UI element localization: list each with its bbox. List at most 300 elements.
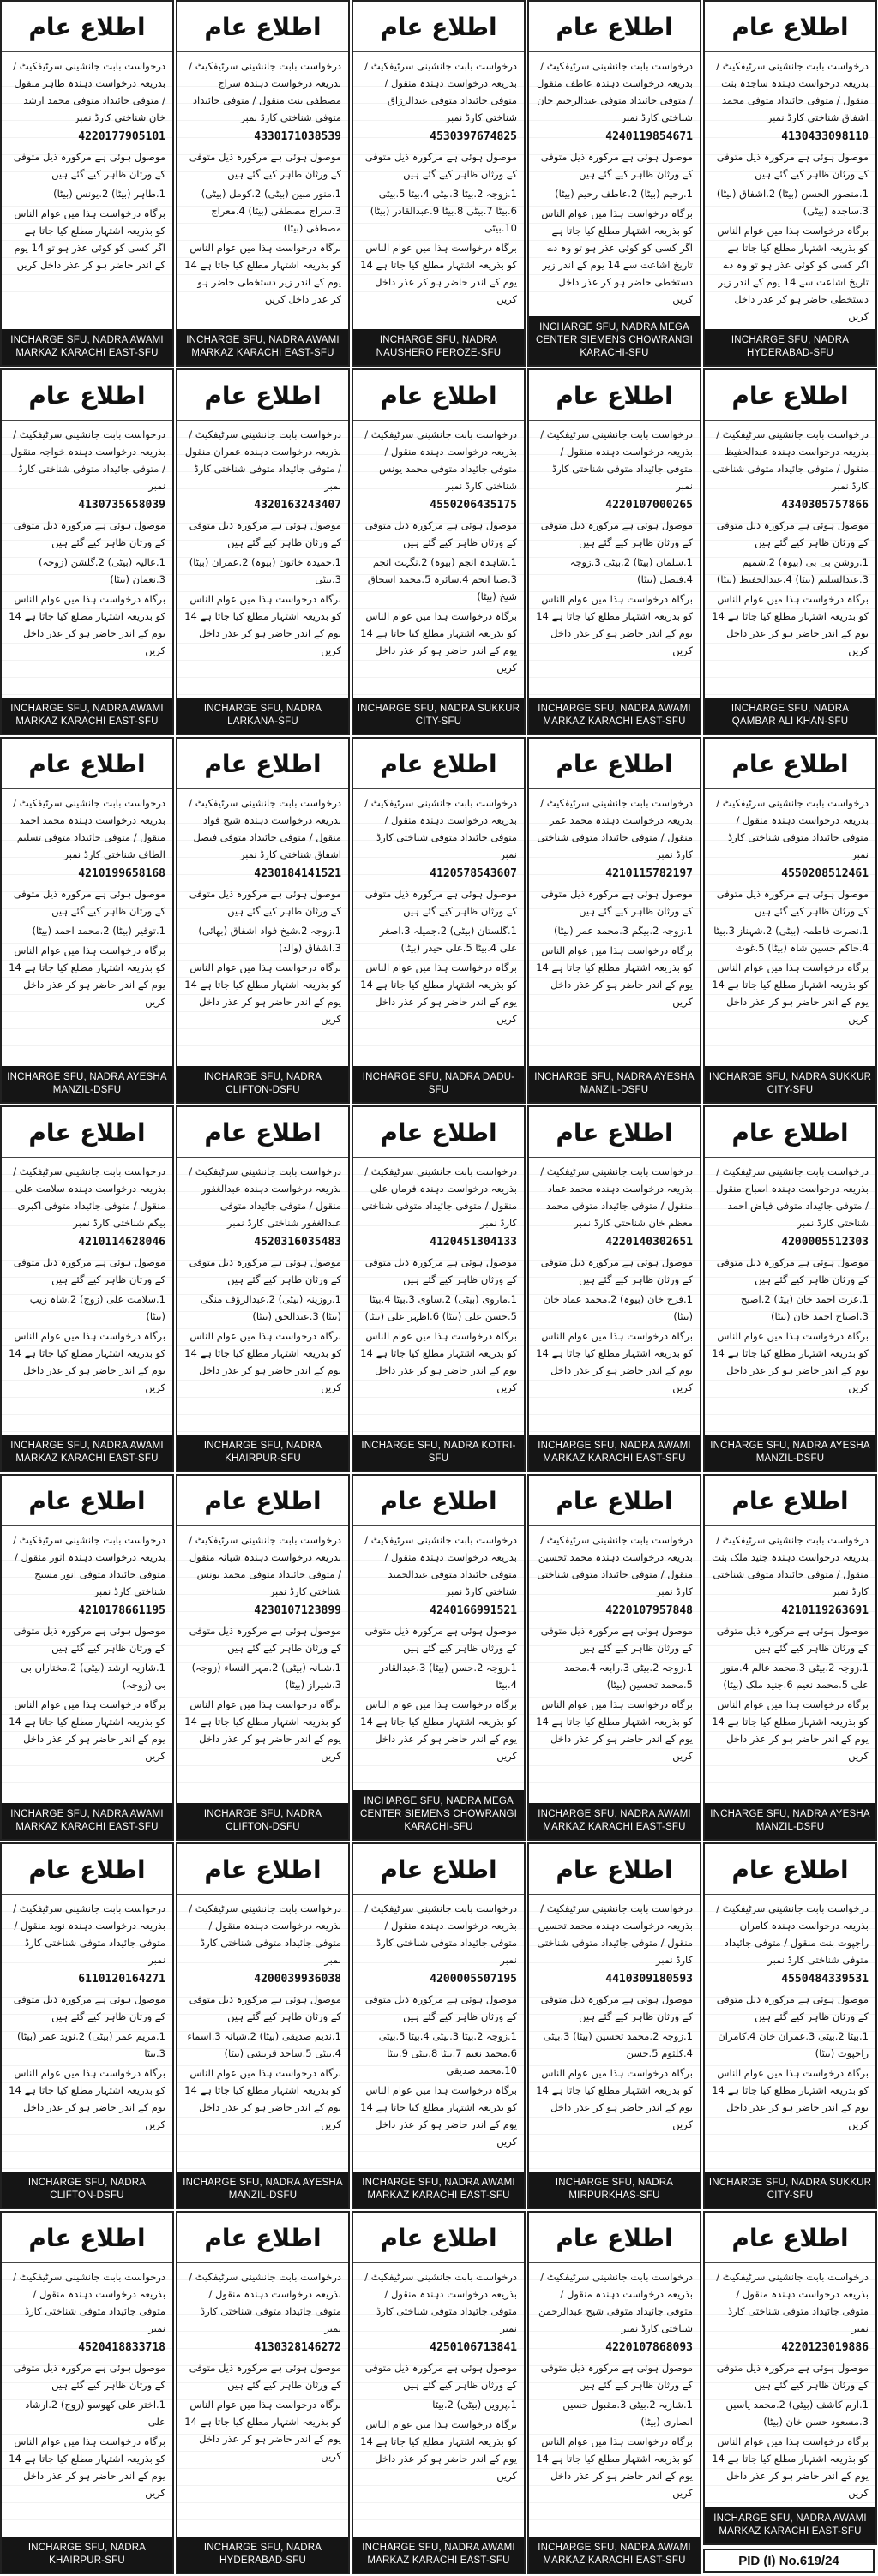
public-notice xyxy=(0,0,174,367)
notice-heading: اطلاع عام xyxy=(2,1107,172,1158)
notice-text: موصول ہوئی ہے مرکورہ ذیل متوفی کے ورثان ظاہر کیے گئے ہیں xyxy=(189,2362,341,2391)
public-notice xyxy=(703,737,877,1104)
notice-text: موصول ہوئی ہے مرکورہ ذیل متوفی کے ورثان ظاہر کیے گئے ہیں xyxy=(716,1625,869,1654)
cnic-number: 4210115782197 xyxy=(605,867,693,880)
notice-text: 1.شاہدہ انجم (بیوہ) 2.نگہت انجم 3.صبا انجم 4.سائرہ 5.محمد اسحاق شیخ (بیٹا) xyxy=(367,556,517,602)
public-notice xyxy=(703,1105,877,1472)
notice-text: برگاہ درخواست ہذا میں عوام الناس کو بذریعہ اشتہار مطلع کیا جاتا ہے 14 یوم کے اندر حاضر ہو کر عذر داخل کریں xyxy=(360,610,517,674)
notice-footer: INCHARGE SFU, NADRA AWAMI MARKAZ KARACHI EAST-SFU xyxy=(529,1435,700,1471)
cnic-number: 4550208512461 xyxy=(781,867,869,880)
notice-body xyxy=(705,789,875,1066)
notice-body xyxy=(529,421,700,698)
notice-text: درخواست بابت جانشینی سرٹیفکیٹ / بذریعہ درخواست دہندہ محمد تحسین منقول / متوفی جائیداد متوفی شناختی کارڈ نمبر xyxy=(537,1534,693,1597)
cnic-number: 4250106713841 xyxy=(430,2341,517,2354)
notice-heading: اطلاع عام xyxy=(177,1844,348,1895)
notice-text: درخواست بابت جانشینی سرٹیفکیٹ / بذریعہ درخواست دہندہ منقول / متوفی جائیداد متوفی شناختی کارڈ نمبر xyxy=(540,428,693,492)
notice-text: موصول ہوئی ہے مرکورہ ذیل متوفی کے ورثان ظاہر کیے گئے ہیں xyxy=(716,151,869,180)
notice-text: 1.توقیر (بیٹا) 2.محمد احمد (بیٹا) xyxy=(32,925,165,937)
notice-text: موصول ہوئی ہے مرکورہ ذیل متوفی کے ورثان ظاہر کیے گئے ہیں xyxy=(13,888,165,917)
notice-text: برگاہ درخواست ہذا میں عوام الناس کو بذریعہ اشتہار مطلع کیا جاتا ہے 14 یوم کے اندر حاضر ہو کر عذر داخل کریں xyxy=(184,2067,341,2130)
notice-text: درخواست بابت جانشینی سرٹیفکیٹ / بذریعہ درخواست دہندہ ساجدہ بنت منقول / متوفی جائیداد متوفی محمد اشفاق شناختی کارڈ نمبر xyxy=(716,60,869,123)
notice-text: درخواست بابت جانشینی سرٹیفکیٹ / بذریعہ درخواست دہندہ منقول / متوفی جائیداد متوفی شیخ عبدالرحمن شناختی کارڈ نمبر xyxy=(538,2271,693,2334)
public-notice xyxy=(703,0,877,367)
notice-text: موصول ہوئی ہے مرکورہ ذیل متوفی کے ورثان ظاہر کیے گئے ہیں xyxy=(189,1256,341,1285)
notice-text: برگاہ درخواست ہذا میں عوام الناس کو بذریعہ اشتہار مطلع کیا جاتا ہے 14 یوم کے اندر حاضر ہو کر عذر داخل کریں xyxy=(712,593,869,656)
cnic-number: 4530397674825 xyxy=(430,130,517,143)
notice-heading: اطلاع عام xyxy=(353,739,524,789)
notice-text: برگاہ درخواست ہذا میں عوام الناس کو بذریعہ اشتہار مطلع کیا جاتا ہے 14 یوم کے اندر حاضر ہو کر عذر داخل کریں xyxy=(360,2084,517,2148)
notice-text: برگاہ درخواست ہذا میں عوام الناس کو بذریعہ اشتہار مطلع کیا جاتا ہے 14 یوم کے اندر حاضر ہو کر عذر داخل کریں xyxy=(712,2435,869,2499)
notice-footer: INCHARGE SFU, NADRA AWAMI MARKAZ KARACHI EAST-SFU xyxy=(705,2507,875,2543)
notice-text: درخواست بابت جانشینی سرٹیفکیٹ / بذریعہ درخواست دہندہ محمد عماد منقول / متوفی جائیداد متوفی محمد معظم خان شناختی کارڈ نمبر xyxy=(540,1165,693,1229)
public-notice xyxy=(176,368,350,735)
notice-heading: اطلاع عام xyxy=(353,2,524,52)
notice-text: موصول ہوئی ہے مرکورہ ذیل متوفی کے ورثان ظاہر کیے گئے ہیں xyxy=(364,519,517,548)
notice-text: 1.رحیم (بیٹا) 2.عاطف رحیم (بیٹا) xyxy=(555,188,693,200)
notice-body xyxy=(2,1895,172,2172)
notice-body xyxy=(529,1158,700,1435)
notice-footer: INCHARGE SFU, NADRA KHAIRPUR-SFU xyxy=(2,2537,172,2573)
cnic-number: 4220107000265 xyxy=(605,499,693,512)
notice-text: برگاہ درخواست ہذا میں عوام الناس کو بذریعہ اشتہار مطلع کیا جاتا ہے 14 یوم کے اندر حاضر ہو کر عذر داخل کریں xyxy=(712,1330,869,1393)
notice-body xyxy=(353,52,524,329)
notice-footer: INCHARGE SFU, NADRA LARKANA-SFU xyxy=(177,698,348,734)
notice-text: درخواست بابت جانشینی سرٹیفکیٹ / بذریعہ درخواست دہندہ منقول / متوفی جائیداد متوفی عبدالرزاق شناختی کارڈ نمبر xyxy=(364,60,517,123)
notice-text: 1.روشن بی بی (بیوہ) 2.شمیم 3.عبدالسلیم (بیٹا) 4.عبدالحفیظ (بیٹا) xyxy=(716,556,869,585)
notice-footer: INCHARGE SFU, NADRA SUKKUR CITY-SFU xyxy=(705,2172,875,2208)
notice-body xyxy=(529,52,700,316)
notice-text: درخواست بابت جانشینی سرٹیفکیٹ / بذریعہ درخواست دہندہ فرمان علی منقول / متوفی جائیداد متوفی شناختی کارڈ نمبر xyxy=(361,1165,517,1229)
notice-footer: INCHARGE SFU, NADRA SUKKUR CITY-SFU xyxy=(705,1066,875,1102)
notice-text: درخواست بابت جانشینی سرٹیفکیٹ / بذریعہ درخواست دہندہ نوید منقول / متوفی جائیداد متوفی شناختی کارڈ نمبر xyxy=(13,1902,165,1966)
notice-text: 1.بیٹا 2.بیٹی 3.عمران خان 4.کامران راجپوت (بیٹا) xyxy=(718,2030,869,2059)
notice-text: 1.شازیہ 2.بیٹی 3.مقبول حسین انصاری (بیٹا) xyxy=(562,2399,693,2428)
cnic-number: 4230107123899 xyxy=(254,1604,341,1617)
notice-heading: اطلاع عام xyxy=(705,2213,875,2263)
cnic-number: 4550206435175 xyxy=(430,499,517,512)
notice-footer: INCHARGE SFU, NADRA NAUSHERO FEROZE-SFU xyxy=(353,329,524,365)
notice-text: درخواست بابت جانشینی سرٹیفکیٹ / بذریعہ درخواست دہندہ منقول / متوفی جائیداد متوفی شناختی کارڈ نمبر xyxy=(13,2271,165,2334)
notice-heading: اطلاع عام xyxy=(2,1844,172,1895)
notice-body xyxy=(529,2263,700,2537)
notice-text: موصول ہوئی ہے مرکورہ ذیل متوفی کے ورثان ظاہر کیے گئے ہیں xyxy=(364,1625,517,1654)
notice-text: برگاہ درخواست ہذا میں عوام الناس کو بذریعہ اشتہار مطلع کیا جاتا ہے 14 یوم کے اندر حاضر ہو کر عذر داخل کریں xyxy=(360,2418,517,2482)
notice-text: درخواست بابت جانشینی سرٹیفکیٹ / بذریعہ درخواست دہندہ محمد عمر منقول / متوفی جائیداد متوفی شناختی کارڈ نمبر xyxy=(537,797,693,860)
notice-text: 1.روزینہ (بیٹی) 2.عبدالرؤف منگی (بیٹا) 3.عبدالحق (بیٹا) xyxy=(200,1293,341,1322)
notice-heading: اطلاع عام xyxy=(2,2,172,52)
notice-text: درخواست بابت جانشینی سرٹیفکیٹ / بذریعہ درخواست دہندہ اصباح منقول / متوفی جائیداد متوفی فیاض احمد شناختی کارڈ نمبر xyxy=(716,1165,869,1229)
notice-text: درخواست بابت جانشینی سرٹیفکیٹ / بذریعہ درخواست دہندہ سراج مصطفی بنت منقول / متوفی جائیداد متوفی شناختی کارڈ نمبر xyxy=(189,60,341,123)
notice-text: برگاہ درخواست ہذا میں عوام الناس کو بذریعہ اشتہار مطلع کیا جاتا ہے 14 یوم کے اندر حاضر ہو کر عذر داخل کریں xyxy=(9,1330,165,1393)
notice-body xyxy=(2,1158,172,1435)
public-notice xyxy=(176,1842,350,2209)
notice-text: موصول ہوئی ہے مرکورہ ذیل متوفی کے ورثان ظاہر کیے گئے ہیں xyxy=(189,1625,341,1654)
notice-heading: اطلاع عام xyxy=(529,739,700,789)
notice-text: 1.گلستان (بیٹی) 2.جمیلہ 3.اصغر علی 4.بیٹا 5.علی حیدر (بیٹا) xyxy=(379,925,517,954)
public-notice xyxy=(527,0,701,367)
notice-text: برگاہ درخواست ہذا میں عوام الناس کو بذریعہ اشتہار مطلع کیا جاتا ہے 14 یوم کے اندر حاضر ہو کر عذر داخل کریں xyxy=(360,1698,517,1762)
notice-text: 1.زوجہ 2.شیخ فواد اشفاق (بھائی) 3.اشفاق (والد) xyxy=(198,925,341,954)
notice-heading: اطلاع عام xyxy=(705,739,875,789)
notice-footer: INCHARGE SFU, NADRA CLIFTON-DSFU xyxy=(2,2172,172,2208)
notice-body xyxy=(529,1526,700,1803)
notice-body xyxy=(177,1158,348,1435)
notice-body xyxy=(177,1895,348,2172)
notice-text: درخواست بابت جانشینی سرٹیفکیٹ / بذریعہ درخواست دہندہ عاطف منقول / متوفی جائیداد متوفی عبدالرحیم خان شناختی کارڈ نمبر xyxy=(536,60,693,123)
notice-text: موصول ہوئی ہے مرکورہ ذیل متوفی کے ورثان ظاہر کیے گئے ہیں xyxy=(540,151,693,180)
notice-heading: اطلاع عام xyxy=(353,1844,524,1895)
public-notice xyxy=(352,737,526,1104)
notice-text: 1.اختر علی کھوسو (زوج) 2.ارشاد علی xyxy=(25,2399,165,2428)
notice-heading: اطلاع عام xyxy=(529,2,700,52)
notice-text: درخواست بابت جانشینی سرٹیفکیٹ / بذریعہ درخواست دہندہ عمران منقول / متوفی جائیداد متوفی شناختی کارڈ نمبر xyxy=(184,428,341,492)
notice-text: موصول ہوئی ہے مرکورہ ذیل متوفی کے ورثان ظاہر کیے گئے ہیں xyxy=(540,1256,693,1285)
notice-heading: اطلاع عام xyxy=(705,2,875,52)
notice-text: 1.طاہر (بیٹا) 2.یونس (بیٹا) xyxy=(53,188,165,200)
notice-text: 1.زوجہ 2.محمد تحسین (بیٹا) 3.بیٹی 4.کلثوم 5.حسن xyxy=(543,2030,693,2059)
notice-text: درخواست بابت جانشینی سرٹیفکیٹ / بذریعہ درخواست دہندہ عبدالغفور منقول / متوفی جائیداد متوفی عبدالغفور شناختی کارڈ نمبر xyxy=(189,1165,341,1229)
notice-text: 1.سلامت علی (زوج) 2.شاہ زیب (بیٹا) xyxy=(29,1293,165,1322)
notice-footer: INCHARGE SFU, NADRA AWAMI MARKAZ KARACHI EAST-SFU xyxy=(353,2172,524,2208)
notice-text: برگاہ درخواست ہذا میں عوام الناس کو بذریعہ اشتہار مطلع کیا جاتا ہے 14 یوم کے اندر حاضر ہو کر عذر داخل کریں xyxy=(184,1330,341,1393)
notice-footer: INCHARGE SFU, NADRA AWAMI MARKAZ KARACHI EAST-SFU xyxy=(2,1803,172,1839)
notice-text: 1.زوجہ 2.بیٹی 3.رابعہ 4.محمد 5.محمد تحسین (بیٹا) xyxy=(563,1662,693,1691)
notice-text: موصول ہوئی ہے مرکورہ ذیل متوفی کے ورثان ظاہر کیے گئے ہیں xyxy=(540,1625,693,1654)
notice-footer: INCHARGE SFU, NADRA AWAMI MARKAZ KARACHI EAST-SFU xyxy=(529,698,700,734)
notice-body xyxy=(705,52,875,329)
notice-text: موصول ہوئی ہے مرکورہ ذیل متوفی کے ورثان ظاہر کیے گئے ہیں xyxy=(540,519,693,548)
notice-text: برگاہ درخواست ہذا میں عوام الناس کو بذریعہ اشتہار مطلع کیا جاتا ہے 14 یوم کے اندر حاضر ہو کر عذر داخل کریں xyxy=(9,2067,165,2130)
notice-text: درخواست بابت جانشینی سرٹیفکیٹ / بذریعہ درخواست دہندہ محمد تحسین منقول / متوفی جائیداد متوفی شناختی کارڈ نمبر xyxy=(537,1902,693,1966)
public-notice xyxy=(0,1105,174,1472)
notice-footer: INCHARGE SFU, NADRA MEGA CENTER SIEMENS CHOWRANGI KARACHI-SFU xyxy=(529,316,700,365)
cnic-number: 4230184141521 xyxy=(254,867,341,880)
public-notice xyxy=(703,368,877,735)
public-notice xyxy=(527,2211,701,2574)
notice-text: 1.زوجہ 2.بیٹی 3.محمد عالم 4.منور علی 5.محمد نعیم 6.جنید ملک (بیٹا) xyxy=(720,1662,869,1691)
notice-text: درخواست بابت جانشینی سرٹیفکیٹ / بذریعہ درخواست دہندہ عبدالحفیظ منقول / متوفی جائیداد متوفی شناختی کارڈ نمبر xyxy=(713,428,869,492)
notice-text: درخواست بابت جانشینی سرٹیفکیٹ / بذریعہ درخواست دہندہ منقول / متوفی جائیداد متوفی شناختی کارڈ نمبر xyxy=(716,797,869,860)
notice-text: برگاہ درخواست ہذا میں عوام الناس کو بذریعہ اشتہار مطلع کیا جاتا ہے 14 یوم کے اندر حاضر ہو کر عذر داخل کریں xyxy=(9,944,165,1008)
notice-text: برگاہ درخواست ہذا میں عوام الناس کو بذریعہ اشتہار مطلع کیا جاتا ہے 14 یوم کے اندر حاضر ہو کر عذر داخل کریں xyxy=(360,962,517,1025)
notice-text: 1.فرح خان (بیوہ) 2.محمد عماد خان (بیٹا) xyxy=(543,1293,693,1322)
notice-body xyxy=(353,1158,524,1435)
cnic-number: 4220177905101 xyxy=(78,130,165,143)
notice-heading: اطلاع عام xyxy=(177,370,348,421)
notice-text: برگاہ درخواست ہذا میں عوام الناس کو بذریعہ اشتہار مطلع کیا جاتا ہے 14 یوم کے اندر حاضر ہو کر عذر داخل کریں xyxy=(360,1330,517,1393)
cnic-number: 4120451304133 xyxy=(430,1236,517,1249)
notice-text: 1.ارم کاشف (بیٹی) 2.محمد یاسین 3.مسعود حسن خان (بیٹا) xyxy=(725,2399,869,2428)
notice-heading: اطلاع عام xyxy=(2,1476,172,1526)
notice-footer: INCHARGE SFU, NADRA DADU-SFU xyxy=(353,1066,524,1102)
notice-heading: اطلاع عام xyxy=(177,2,348,52)
notice-text: برگاہ درخواست ہذا میں عوام الناس کو بذریعہ اشتہار مطلع کیا جاتا ہے 14 یوم کے اندر حاضر ہو کر عذر داخل کریں xyxy=(712,1698,869,1762)
notice-text: برگاہ درخواست ہذا میں عوام الناس کو بذریعہ اشتہار مطلع کیا جاتا ہے 14 یوم کے اندر حاضر ہو کر عذر داخل کریں xyxy=(536,1698,693,1762)
notice-text: برگاہ درخواست ہذا میں عوام الناس کو بذریعہ اشتہار مطلع کیا جاتا ہے 14 یوم کے اندر زیر دستخطی حاضر ہو کر عذر داخل کریں xyxy=(184,242,341,305)
public-notice xyxy=(0,1474,174,1841)
cnic-number: 4520316035483 xyxy=(254,1236,341,1249)
notice-text: درخواست بابت جانشینی سرٹیفکیٹ / بذریعہ درخواست دہندہ منقول / متوفی جائیداد متوفی محمد یونس شناختی کارڈ نمبر xyxy=(364,428,517,492)
notice-text: 1.حمیدہ خاتون (بیوہ) 2.عمران (بیٹا) 3.بیٹی xyxy=(189,556,341,585)
notice-text: برگاہ درخواست ہذا میں عوام الناس کو بذریعہ اشتہار مطلع کیا جاتا ہے 14 یوم کے اندر حاضر ہو کر عذر داخل کریں xyxy=(9,2435,165,2499)
notice-text: درخواست بابت جانشینی سرٹیفکیٹ / بذریعہ درخواست دہندہ منقول / متوفی جائیداد متوفی عبدالحمید شناختی کارڈ نمبر xyxy=(364,1534,517,1597)
notice-text: موصول ہوئی ہے مرکورہ ذیل متوفی کے ورثان ظاہر کیے گئے ہیں xyxy=(13,519,165,548)
notice-footer: INCHARGE SFU, NADRA HYDERABAD-SFU xyxy=(705,329,875,365)
notice-text: 1.پروین (بیٹی) 2.بیٹا xyxy=(432,2399,517,2411)
notice-text: درخواست بابت جانشینی سرٹیفکیٹ / بذریعہ درخواست دہندہ جنید ملک بنت منقول / متوفی جائیداد متوفی شناختی کارڈ نمبر xyxy=(712,1534,869,1597)
cnic-number: 4210114628046 xyxy=(78,1236,165,1249)
notice-text: موصول ہوئی ہے مرکورہ ذیل متوفی کے ورثان ظاہر کیے گئے ہیں xyxy=(540,888,693,917)
notice-body xyxy=(705,1526,875,1803)
notice-text: برگاہ درخواست ہذا میں عوام الناس کو بذریعہ اشتہار مطلع کیا جاتا ہے 14 یوم کے اندر حاضر ہو کر عذر داخل کریں xyxy=(536,1330,693,1393)
public-notice xyxy=(527,1105,701,1472)
public-notice xyxy=(527,1842,701,2209)
notice-text: درخواست بابت جانشینی سرٹیفکیٹ / بذریعہ درخواست دہندہ منقول / متوفی جائیداد متوفی شناختی کارڈ نمبر xyxy=(716,2271,869,2334)
notice-text: موصول ہوئی ہے مرکورہ ذیل متوفی کے ورثان ظاہر کیے گئے ہیں xyxy=(364,888,517,917)
notice-text: موصول ہوئی ہے مرکورہ ذیل متوفی کے ورثان ظاہر کیے گئے ہیں xyxy=(13,151,165,180)
notice-heading: اطلاع عام xyxy=(705,370,875,421)
public-notice xyxy=(176,2211,350,2574)
public-notice xyxy=(527,737,701,1104)
cnic-number: 4130433098110 xyxy=(781,130,869,143)
public-notice xyxy=(176,1474,350,1841)
notice-text: برگاہ درخواست ہذا میں عوام الناس کو بذریعہ اشتہار مطلع کیا جاتا ہے 14 یوم کے اندر حاضر ہو کر عذر داخل کریں xyxy=(712,962,869,1025)
notice-heading: اطلاع عام xyxy=(177,1107,348,1158)
notice-heading: اطلاع عام xyxy=(529,2213,700,2263)
notice-heading: اطلاع عام xyxy=(705,1107,875,1158)
notice-text: موصول ہوئی ہے مرکورہ ذیل متوفی کے ورثان ظاہر کیے گئے ہیں xyxy=(189,888,341,917)
public-notice xyxy=(0,368,174,735)
notice-footer: INCHARGE SFU, NADRA KOTRI-SFU xyxy=(353,1435,524,1471)
notice-text: برگاہ درخواست ہذا میں عوام الناس کو بذریعہ اشتہار مطلع کیا جاتا ہے اگر کسی کو کوئی عذر ہو تو 14 یوم کے اندر حاضر ہو کر عذر داخل کریں xyxy=(14,207,165,271)
notice-text: درخواست بابت جانشینی سرٹیفکیٹ / بذریعہ درخواست دہندہ طاہر منقول / متوفی جائیداد متوفی محمد ارشد خان شناختی کارڈ نمبر xyxy=(13,60,165,123)
notice-text: برگاہ درخواست ہذا میں عوام الناس کو بذریعہ اشتہار مطلع کیا جاتا ہے 14 یوم کے اندر حاضر ہو کر عذر داخل کریں xyxy=(184,593,341,656)
notice-body xyxy=(177,421,348,698)
notice-footer: INCHARGE SFU, NADRA AYESHA MANZIL-DSFU xyxy=(177,2172,348,2208)
public-notice xyxy=(176,0,350,367)
cnic-number: 4220123019886 xyxy=(781,2341,869,2354)
notice-body xyxy=(2,1526,172,1803)
public-notice xyxy=(352,1474,526,1841)
notice-body xyxy=(353,421,524,698)
notice-text: برگاہ درخواست ہذا میں عوام الناس کو بذریعہ اشتہار مطلع کیا جاتا ہے 14 یوم کے اندر حاضر ہو کر عذر داخل کریں xyxy=(184,2399,341,2462)
notice-heading: اطلاع عام xyxy=(177,2213,348,2263)
cnic-number: 4200005507195 xyxy=(430,1973,517,1986)
notice-text: 1.سلمان (بیٹا) 2.بیٹی 3.زوجہ 4.فیصل (بیٹا) xyxy=(569,556,693,585)
notice-body xyxy=(2,789,172,1066)
notice-footer: INCHARGE SFU, NADRA AWAMI MARKAZ KARACHI EAST-SFU xyxy=(353,2537,524,2573)
notice-footer: INCHARGE SFU, NADRA AWAMI MARKAZ KARACHI EAST-SFU xyxy=(2,698,172,734)
notice-text: موصول ہوئی ہے مرکورہ ذیل متوفی کے ورثان ظاہر کیے گئے ہیں xyxy=(716,888,869,917)
notice-text: برگاہ درخواست ہذا میں عوام الناس کو بذریعہ اشتہار مطلع کیا جاتا ہے 14 یوم کے اندر حاضر ہو کر عذر داخل کریں xyxy=(360,242,517,305)
notice-text: برگاہ درخواست ہذا میں عوام الناس کو بذریعہ اشتہار مطلع کیا جاتا ہے 14 یوم کے اندر حاضر ہو کر عذر داخل کریں xyxy=(536,2067,693,2130)
public-notice xyxy=(0,2211,174,2574)
notice-footer: INCHARGE SFU, NADRA AYESHA MANZIL-DSFU xyxy=(705,1803,875,1839)
notice-text: برگاہ درخواست ہذا میں عوام الناس کو بذریعہ اشتہار مطلع کیا جاتا ہے 14 یوم کے اندر حاضر ہو کر عذر داخل کریں xyxy=(9,593,165,656)
notice-text: موصول ہوئی ہے مرکورہ ذیل متوفی کے ورثان ظاہر کیے گئے ہیں xyxy=(189,151,341,180)
cnic-number: 4240166991521 xyxy=(430,1604,517,1617)
notice-footer: INCHARGE SFU, NADRA KHAIRPUR-SFU xyxy=(177,1435,348,1471)
notice-footer: INCHARGE SFU, NADRA AWAMI MARKAZ KARACHI EAST-SFU xyxy=(2,1435,172,1471)
notice-heading: اطلاع عام xyxy=(2,370,172,421)
notice-text: موصول ہوئی ہے مرکورہ ذیل متوفی کے ورثان ظاہر کیے گئے ہیں xyxy=(13,1256,165,1285)
public-notice xyxy=(703,1474,877,1841)
notice-heading: اطلاع عام xyxy=(2,2213,172,2263)
notice-text: موصول ہوئی ہے مرکورہ ذیل متوفی کے ورثان ظاہر کیے گئے ہیں xyxy=(189,519,341,548)
notice-heading: اطلاع عام xyxy=(529,370,700,421)
notice-text: موصول ہوئی ہے مرکورہ ذیل متوفی کے ورثان ظاہر کیے گئے ہیں xyxy=(13,1625,165,1654)
notice-text: درخواست بابت جانشینی سرٹیفکیٹ / بذریعہ درخواست دہندہ سلامت علی منقول / متوفی جائیداد متوفی اکبری بیگم شناختی کارڈ نمبر xyxy=(13,1165,165,1229)
notice-text: برگاہ درخواست ہذا میں عوام الناس کو بذریعہ اشتہار مطلع کیا جاتا ہے 14 یوم کے اندر حاضر ہو کر عذر داخل کریں xyxy=(536,2435,693,2499)
cnic-number: 4240119854671 xyxy=(605,130,693,143)
notice-text: 1.زوجہ 2.بیٹا 3.بیٹی 4.بیٹا 5.بیٹی 6.بیٹا 7.بیٹی 8.بیٹا 9.عبدالقادر (بیٹا) 10.بیٹی xyxy=(370,188,517,234)
notice-text: موصول ہوئی ہے مرکورہ ذیل متوفی کے ورثان ظاہر کیے گئے ہیں xyxy=(716,2362,869,2391)
public-notice xyxy=(352,0,526,367)
notice-text: 1.زوجہ 2.بیٹا 3.بیٹی 4.بیٹا 5.بیٹی 6.محمد نعیم 7.بیٹا 8.بیٹی 9.بیٹا 10.محمد صدیقی xyxy=(378,2030,517,2076)
public-notice xyxy=(0,737,174,1104)
notice-text: 1.عالیہ (بیٹی) 2.گلشن (زوجہ) 3.نعمان (بیٹا) xyxy=(39,556,165,585)
notice-body xyxy=(177,789,348,1066)
notice-body xyxy=(2,52,172,329)
cnic-number: 4220107957848 xyxy=(605,1604,693,1617)
notice-heading: اطلاع عام xyxy=(353,370,524,421)
cnic-number: 4320163243407 xyxy=(254,499,341,512)
cnic-number: 4200005512303 xyxy=(781,1236,869,1249)
cnic-number: 4550484339531 xyxy=(781,1973,869,1986)
public-notice xyxy=(352,1842,526,2209)
public-notice xyxy=(527,368,701,735)
notice-text: درخواست بابت جانشینی سرٹیفکیٹ / بذریعہ درخواست دہندہ منقول / متوفی جائیداد متوفی شناختی کارڈ نمبر xyxy=(364,1902,517,1966)
notice-heading: اطلاع عام xyxy=(177,1476,348,1526)
cnic-number: 4120578543607 xyxy=(430,867,517,880)
notice-text: 1.منصور الحسن (بیٹا) 2.اشفاق (بیٹا) 3.ساجدہ (بیٹی) xyxy=(716,188,869,217)
public-notice xyxy=(176,1105,350,1472)
notice-heading: اطلاع عام xyxy=(353,1476,524,1526)
notice-text: 1.ندیم صدیقی (بیٹا) 2.شبانہ 3.اسماء 4.بیٹی 5.ساجد قریشی (بیٹا) xyxy=(187,2030,341,2059)
notice-text: درخواست بابت جانشینی سرٹیفکیٹ / بذریعہ درخواست دہندہ منقول / متوفی جائیداد متوفی شناختی کارڈ نمبر xyxy=(189,2271,341,2334)
notice-text: 1.زوجہ 2.بیگم 3.محمد عمر (بیٹا) xyxy=(554,925,693,937)
notice-text: درخواست بابت جانشینی سرٹیفکیٹ / بذریعہ درخواست دہندہ شیخ فواد منقول / متوفی جائیداد متوفی فیصل اشفاق شناختی کارڈ نمبر xyxy=(189,797,341,860)
cnic-number: 4210199658168 xyxy=(78,867,165,880)
cnic-number: 6110120164271 xyxy=(78,1973,165,1986)
public-notice xyxy=(352,2211,526,2574)
cnic-number: 4520418833718 xyxy=(78,2341,165,2354)
cnic-number: 4220140302651 xyxy=(605,1236,693,1249)
notice-heading: اطلاع عام xyxy=(177,739,348,789)
notice-footer: INCHARGE SFU, NADRA HYDERABAD-SFU xyxy=(177,2537,348,2573)
cnic-number: 4200039936038 xyxy=(254,1973,341,1986)
notice-text: موصول ہوئی ہے مرکورہ ذیل متوفی کے ورثان ظاہر کیے گئے ہیں xyxy=(364,1993,517,2022)
notice-heading: اطلاع عام xyxy=(353,1107,524,1158)
notice-heading: اطلاع عام xyxy=(705,1476,875,1526)
notice-body xyxy=(2,421,172,698)
notice-text: 1.منور مبین (بیٹی) 2.کومل (بیٹی) 3.سراج مصطفی (بیٹا) 4.معراج مصطفی (بیٹا) xyxy=(201,188,341,234)
notice-text: موصول ہوئی ہے مرکورہ ذیل متوفی کے ورثان ظاہر کیے گئے ہیں xyxy=(540,1993,693,2022)
cnic-number: 4410309180593 xyxy=(605,1973,693,1986)
notice-text: موصول ہوئی ہے مرکورہ ذیل متوفی کے ورثان ظاہر کیے گئے ہیں xyxy=(540,2362,693,2391)
notice-text: درخواست بابت جانشینی سرٹیفکیٹ / بذریعہ درخواست دہندہ خواجہ منقول / متوفی جائیداد متوفی شناختی کارڈ نمبر xyxy=(10,428,165,492)
notice-footer: INCHARGE SFU, NADRA MEGA CENTER SIEMENS CHOWRANGI KARACHI-SFU xyxy=(353,1790,524,1839)
cnic-number: 4330171038539 xyxy=(254,130,341,143)
cnic-number: 4210119263691 xyxy=(781,1604,869,1617)
notice-text: 1.عزت احمد خان (بیٹا) 2.اصبح 3.اصباح احمد خان (بیٹا) xyxy=(740,1293,869,1322)
notice-text: موصول ہوئی ہے مرکورہ ذیل متوفی کے ورثان ظاہر کیے گئے ہیں xyxy=(364,1256,517,1285)
notice-text: موصول ہوئی ہے مرکورہ ذیل متوفی کے ورثان ظاہر کیے گئے ہیں xyxy=(13,1993,165,2022)
notice-footer: INCHARGE SFU, NADRA CLIFTON-DSFU xyxy=(177,1066,348,1102)
notice-heading: اطلاع عام xyxy=(705,1844,875,1895)
notice-heading: اطلاع عام xyxy=(529,1107,700,1158)
notice-body xyxy=(529,1895,700,2172)
notice-text: 1.نصرت فاطمہ (بیٹی) 2.شہناز 3.بیٹا 4.حاکم حسین شاہ (بیٹا) 5.غوث xyxy=(713,925,869,954)
notice-body xyxy=(177,1526,348,1803)
notice-text: موصول ہوئی ہے مرکورہ ذیل متوفی کے ورثان ظاہر کیے گئے ہیں xyxy=(189,1993,341,2022)
notice-footer: INCHARGE SFU, NADRA AWAMI MARKAZ KARACHI EAST-SFU xyxy=(177,329,348,365)
public-notice xyxy=(352,1105,526,1472)
notice-text: 1.زوجہ 2.حسن (بیٹا) 3.عبدالقادر 4.بیٹا xyxy=(379,1662,517,1691)
notice-text: 1.شازیہ ارشد (بیٹی) 2.مختاراں بی بی (زوجہ) xyxy=(21,1662,165,1691)
public-notice xyxy=(703,2211,877,2545)
public-notice xyxy=(703,1842,877,2209)
notice-text: درخواست بابت جانشینی سرٹیفکیٹ / بذریعہ درخواست دہندہ محمد احمد منقول / متوفی جائیداد متوفی تسلیم الطاف شناختی کارڈ نمبر xyxy=(13,797,165,860)
notice-body xyxy=(353,2263,524,2537)
notice-text: برگاہ درخواست ہذا میں عوام الناس کو بذریعہ اشتہار مطلع کیا جاتا ہے 14 یوم کے اندر حاضر ہو کر عذر داخل کریں xyxy=(712,2067,869,2130)
notice-body xyxy=(2,2263,172,2537)
notice-footer: INCHARGE SFU, NADRA QAMBAR ALI KHAN-SFU xyxy=(705,698,875,734)
notice-footer: INCHARGE SFU, NADRA AYESHA MANZIL-DSFU xyxy=(705,1435,875,1471)
notice-text: موصول ہوئی ہے مرکورہ ذیل متوفی کے ورثان ظاہر کیے گئے ہیں xyxy=(364,151,517,180)
pid-number: PID (I) No.619/24 xyxy=(703,2549,875,2573)
notice-body xyxy=(353,1526,524,1790)
notice-body xyxy=(177,2263,348,2537)
notice-body xyxy=(353,1895,524,2172)
notice-text: برگاہ درخواست ہذا میں عوام الناس کو بذریعہ اشتہار مطلع کیا جاتا ہے 14 یوم کے اندر حاضر ہو کر عذر داخل کریں xyxy=(9,1698,165,1762)
notice-text: برگاہ درخواست ہذا میں عوام الناس کو بذریعہ اشتہار مطلع کیا جاتا ہے اگر کسی کو کوئی عذر ہو تو وہ دے تاریخ اشاعت سے 14 یوم کے اندر زیر دستخطی حاضر ہو کر عذر داخل کریں xyxy=(541,207,693,305)
notice-text: 1.مریم عمر (بیٹی) 2.نوید عمر (بیٹا) 3.بیٹا xyxy=(16,2030,165,2059)
notice-body xyxy=(705,1895,875,2172)
notice-text: برگاہ درخواست ہذا میں عوام الناس کو بذریعہ اشتہار مطلع کیا جاتا ہے 14 یوم کے اندر حاضر ہو کر عذر داخل کریں xyxy=(536,593,693,656)
public-notice xyxy=(0,1842,174,2209)
notice-body xyxy=(705,1158,875,1435)
notice-text: موصول ہوئی ہے مرکورہ ذیل متوفی کے ورثان ظاہر کیے گئے ہیں xyxy=(716,1256,869,1285)
notice-footer: INCHARGE SFU, NADRA AWAMI MARKAZ KARACHI EAST-SFU xyxy=(2,329,172,365)
public-notice xyxy=(527,1474,701,1841)
notice-text: درخواست بابت جانشینی سرٹیفکیٹ / بذریعہ درخواست دہندہ منقول / متوفی جائیداد متوفی شناختی کارڈ نمبر xyxy=(189,1902,341,1966)
notice-text: درخواست بابت جانشینی سرٹیفکیٹ / بذریعہ درخواست دہندہ انور منقول / متوفی جائیداد متوفی انور مسیح شناختی کارڈ نمبر xyxy=(13,1534,165,1597)
notice-text: برگاہ درخواست ہذا میں عوام الناس کو بذریعہ اشتہار مطلع کیا جاتا ہے 14 یوم کے اندر حاضر ہو کر عذر داخل کریں xyxy=(184,962,341,1025)
notice-text: برگاہ درخواست ہذا میں عوام الناس کو بذریعہ اشتہار مطلع کیا جاتا ہے 14 یوم کے اندر حاضر ہو کر عذر داخل کریں xyxy=(184,1698,341,1762)
notice-footer: INCHARGE SFU, NADRA AYESHA MANZIL-DSFU xyxy=(2,1066,172,1102)
notice-body xyxy=(177,52,348,329)
notice-body xyxy=(353,789,524,1066)
notice-text: درخواست بابت جانشینی سرٹیفکیٹ / بذریعہ درخواست دہندہ منقول / متوفی جائیداد متوفی شناختی کارڈ نمبر xyxy=(364,797,517,860)
notice-footer: INCHARGE SFU, NADRA AWAMI MARKAZ KARACHI EAST-SFU xyxy=(529,2537,700,2573)
notice-body xyxy=(705,421,875,698)
notice-footer: INCHARGE SFU, NADRA AWAMI MARKAZ KARACHI EAST-SFU xyxy=(529,1803,700,1839)
notice-footer: INCHARGE SFU, NADRA SUKKUR CITY-SFU xyxy=(353,698,524,734)
notice-text: درخواست بابت جانشینی سرٹیفکیٹ / بذریعہ درخواست دہندہ کامران راجپوت بنت منقول / متوفی جائیداد متوفی شناختی کارڈ نمبر xyxy=(716,1902,869,1966)
notice-text: درخواست بابت جانشینی سرٹیفکیٹ / بذریعہ درخواست دہندہ منقول / متوفی جائیداد متوفی شناختی کارڈ نمبر xyxy=(364,2271,517,2334)
public-notice xyxy=(352,368,526,735)
notice-text: موصول ہوئی ہے مرکورہ ذیل متوفی کے ورثان ظاہر کیے گئے ہیں xyxy=(13,2362,165,2391)
notice-text: درخواست بابت جانشینی سرٹیفکیٹ / بذریعہ درخواست دہندہ شبانہ منقول / متوفی جائیداد متوفی محمد یونس شناختی کارڈ نمبر xyxy=(189,1534,341,1597)
cnic-number: 4220107868093 xyxy=(605,2341,693,2354)
cnic-number: 4210178661195 xyxy=(78,1604,165,1617)
notice-heading: اطلاع عام xyxy=(353,2213,524,2263)
notice-body xyxy=(529,789,700,1066)
notice-text: موصول ہوئی ہے مرکورہ ذیل متوفی کے ورثان ظاہر کیے گئے ہیں xyxy=(716,519,869,548)
notice-text: برگاہ درخواست ہذا میں عوام الناس کو بذریعہ اشتہار مطلع کیا جاتا ہے 14 یوم کے اندر حاضر ہو کر عذر داخل کریں xyxy=(536,944,693,1008)
public-notice xyxy=(176,737,350,1104)
